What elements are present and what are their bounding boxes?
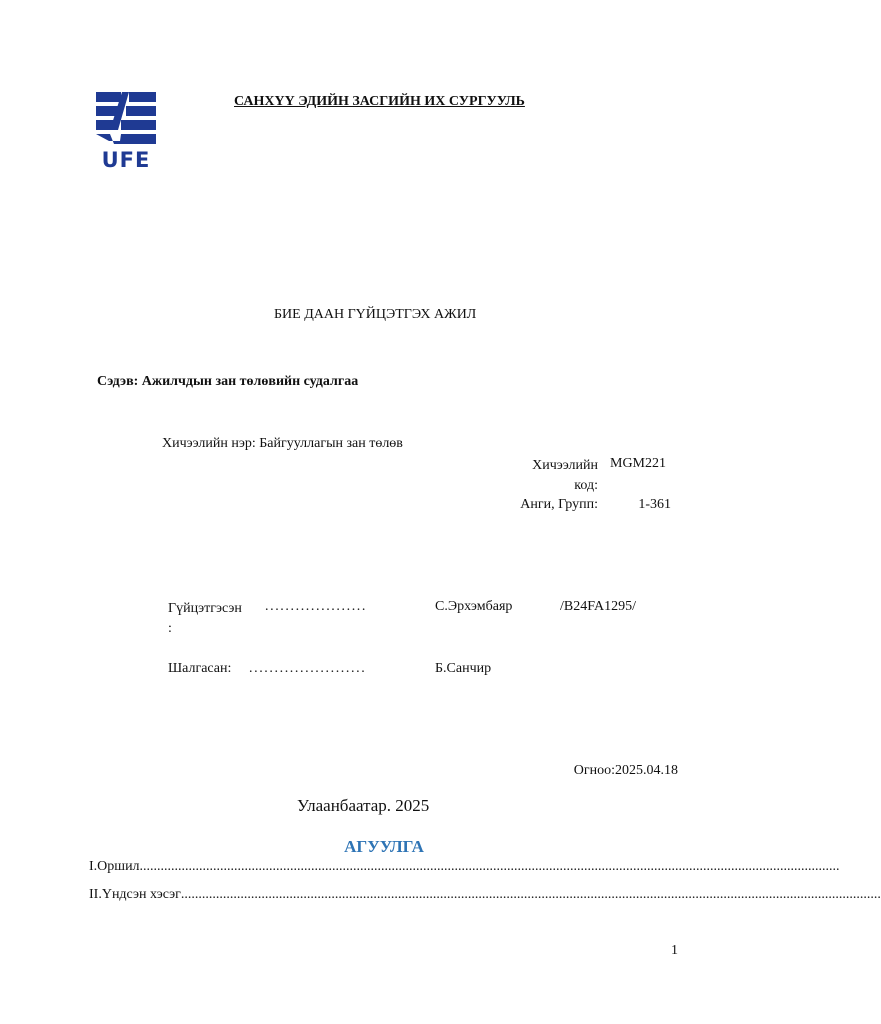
toc-item[interactable] [89, 859, 840, 875]
toc-item-text: Үндсэн хэсэг [101, 887, 181, 902]
performed-by-label: Гүйцэтгэсэн : [168, 601, 242, 636]
class-group-value: 1-361 [638, 497, 671, 512]
toc-heading: АГУУЛГА [344, 837, 424, 856]
checked-by-name: Б.Санчир [435, 661, 492, 676]
toc-item-text: Оршил [97, 859, 140, 874]
student-id: /B24FA1295/ [560, 599, 636, 614]
logo-text: UFE [101, 148, 151, 172]
performed-by-dots: .................... [265, 599, 367, 614]
toc-item-number: I. [89, 859, 98, 874]
date-line: Огноо:2025.04.18 [573, 763, 678, 778]
course-code-value: MGM221 [610, 456, 667, 471]
checked-by-dots: ....................... [249, 661, 367, 676]
class-group-label: Анги, Групп: [520, 497, 598, 512]
logo-emblem [96, 92, 156, 144]
toc-item[interactable] [89, 887, 881, 903]
page-number: 1 [671, 943, 678, 958]
toc-item-number: II. [89, 887, 102, 902]
university-title: САНХҮҮ ЭДИЙН ЗАСГИЙН ИХ СУРГУУЛЬ [234, 94, 525, 109]
toc-leader-dots: ........................................................................................................................................................................................................ [139, 859, 840, 874]
course-name-line: Хичээлийн нэр: Байгууллагын зан төлөв [162, 436, 403, 451]
course-code-label: Хичээлийн код: [532, 458, 598, 493]
performed-by-name: С.Эрхэмбаяр [435, 599, 513, 614]
topic-line: Сэдэв: Ажилчдын зан төлөвийн судалгаа [97, 374, 359, 389]
city-year: Улаанбаатар. 2025 [297, 796, 430, 815]
checked-by-label: Шалгасан: [168, 661, 232, 676]
document-heading: БИЕ ДААН ГҮЙЦЭТГЭХ АЖИЛ [274, 307, 477, 322]
toc-leader-dots: ........................................................................................................................................................................................................ [180, 887, 881, 902]
ufe-logo [96, 92, 156, 172]
